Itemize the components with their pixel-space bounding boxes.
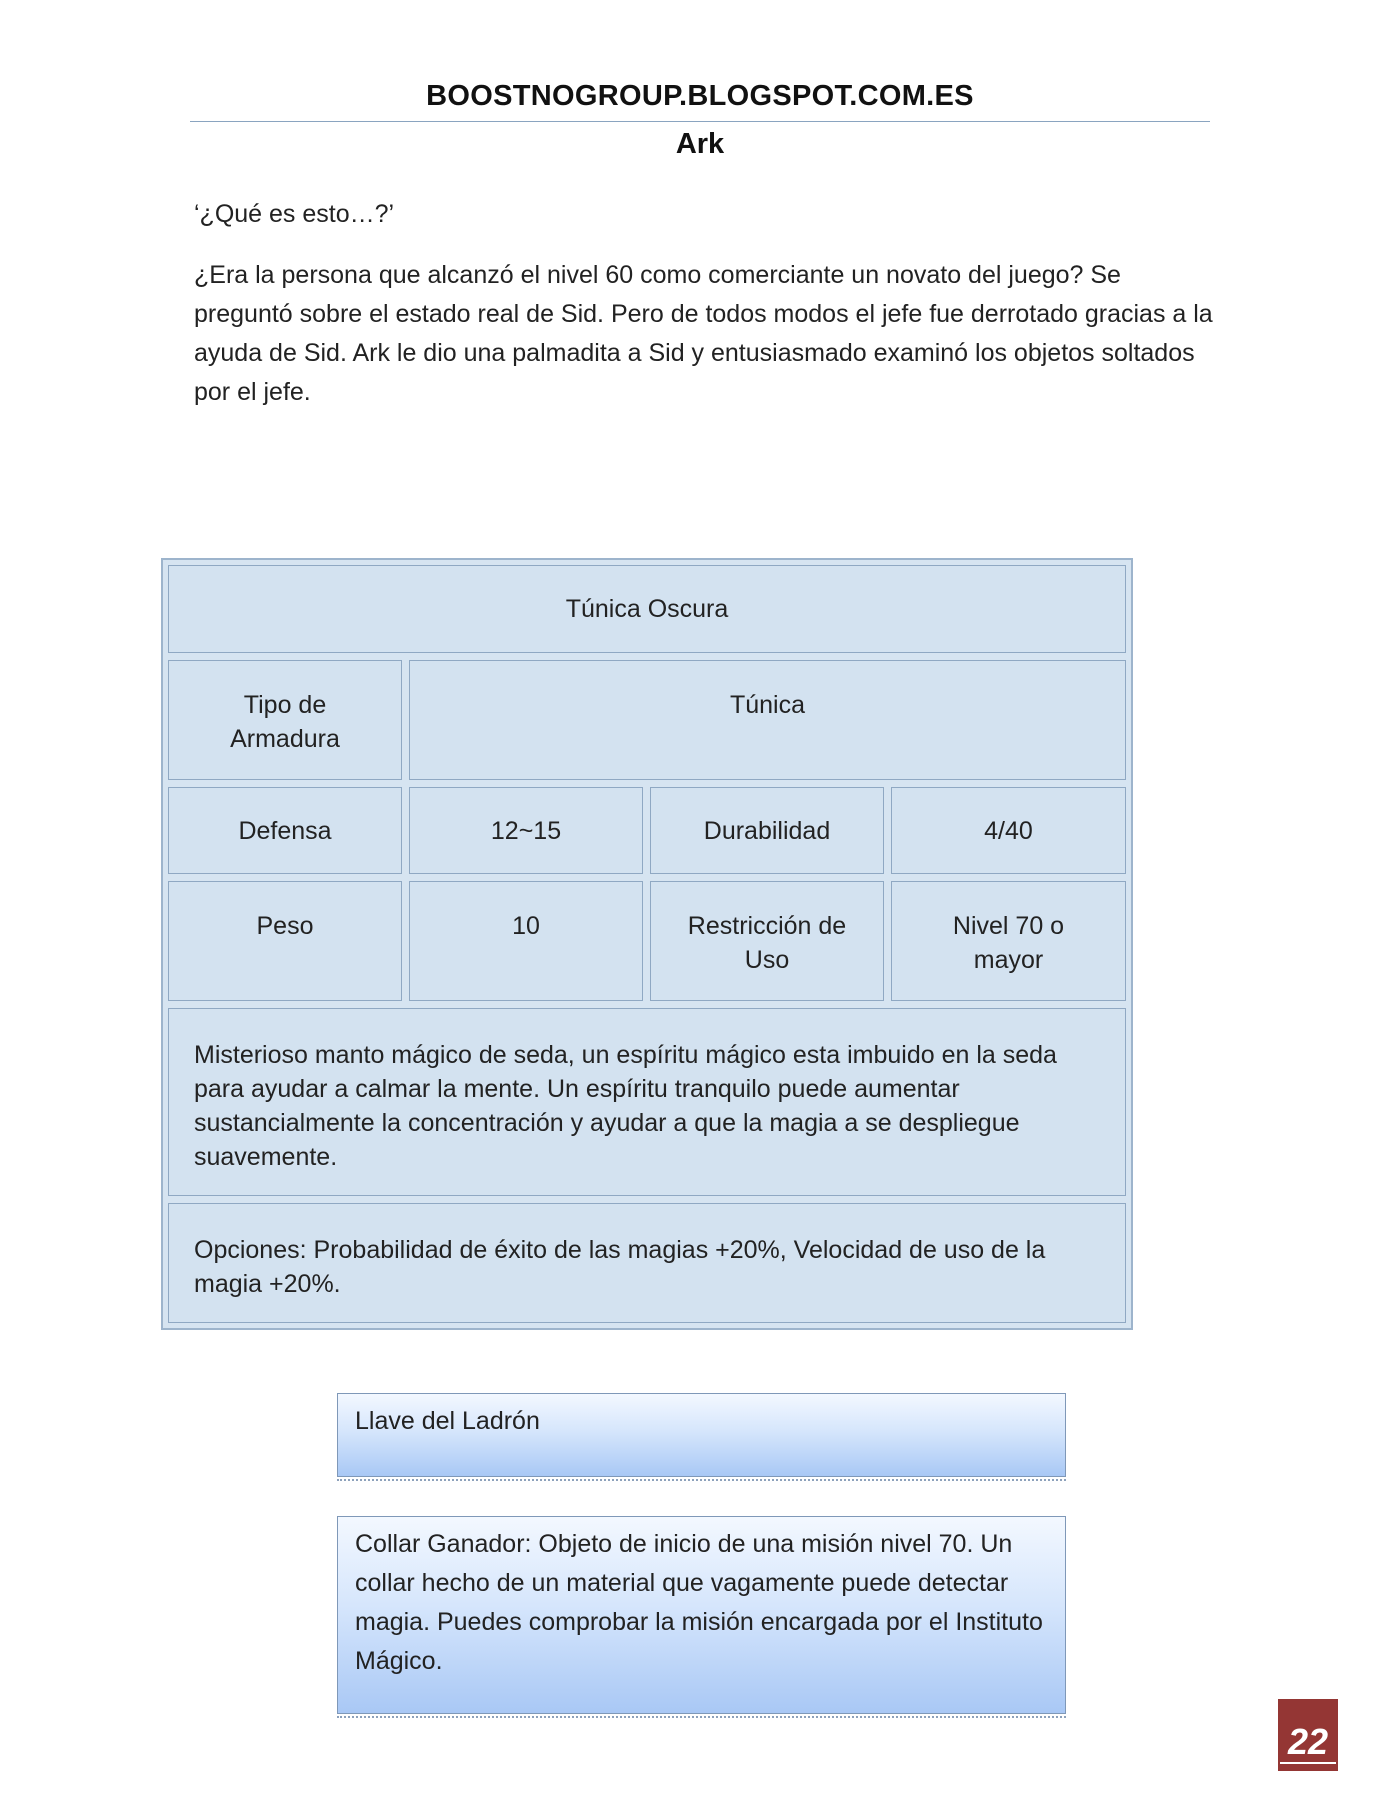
weight-label-cell: Peso <box>168 881 402 1001</box>
durability-value-cell: 4/40 <box>891 787 1126 874</box>
defense-value-cell: 12~15 <box>409 787 643 874</box>
paragraph-quote: ‘¿Qué es esto…?’ <box>194 200 395 228</box>
restriction-label-cell: Restricción de Uso <box>650 881 884 1001</box>
defense-label-cell: Defensa <box>168 787 402 874</box>
site-title: BOOSTNOGROUP.BLOGSPOT.COM.ES <box>426 80 974 112</box>
header-divider <box>190 121 1210 122</box>
paragraph-narration: ¿Era la persona que alcanzó el nivel 60 como comerciante un novato del juego? Se preguntó sobre el estado real de Sid. Pero de todos modos el jefe fue derrotado gracias a la ayuda de Sid. Ark le dio una palmadita a Sid y entusiasmado examinó los objetos soltados por el jefe. <box>194 261 1213 406</box>
item-name-cell: Túnica Oscura <box>168 565 1126 653</box>
durability-label-cell: Durabilidad <box>650 787 884 874</box>
item-options-cell: Opciones: Probabilidad de éxito de las magias +20%, Velocidad de uso de la magia +20%. <box>168 1203 1126 1323</box>
restriction-value-cell: Nivel 70 o mayor <box>891 881 1126 1001</box>
page-number-underline <box>1280 1762 1336 1764</box>
armor-type-value-cell: Túnica <box>409 660 1126 780</box>
armor-type-label-cell: Tipo de Armadura <box>168 660 402 780</box>
collar-description-box: Collar Ganador: Objeto de inicio de una misión nivel 70. Un collar hecho de un material que vagamente puede detectar magia. Puedes comprobar la misión encargada por el Instituto Mágico. <box>337 1516 1066 1714</box>
item-stats-table <box>161 558 1133 1330</box>
chapter-title: Ark <box>675 128 725 160</box>
weight-value-cell: 10 <box>409 881 643 1001</box>
item-description-cell: Misterioso manto mágico de seda, un espíritu mágico esta imbuido en la seda para ayudar a calmar la mente. Un espíritu tranquilo puede aumentar sustancialmente la concentración y ayudar a que la magia a se despliegue suavemente. <box>168 1008 1126 1196</box>
page-number-badge: 22 <box>1278 1699 1338 1771</box>
thief-key-box: Llave del Ladrón <box>337 1393 1066 1477</box>
